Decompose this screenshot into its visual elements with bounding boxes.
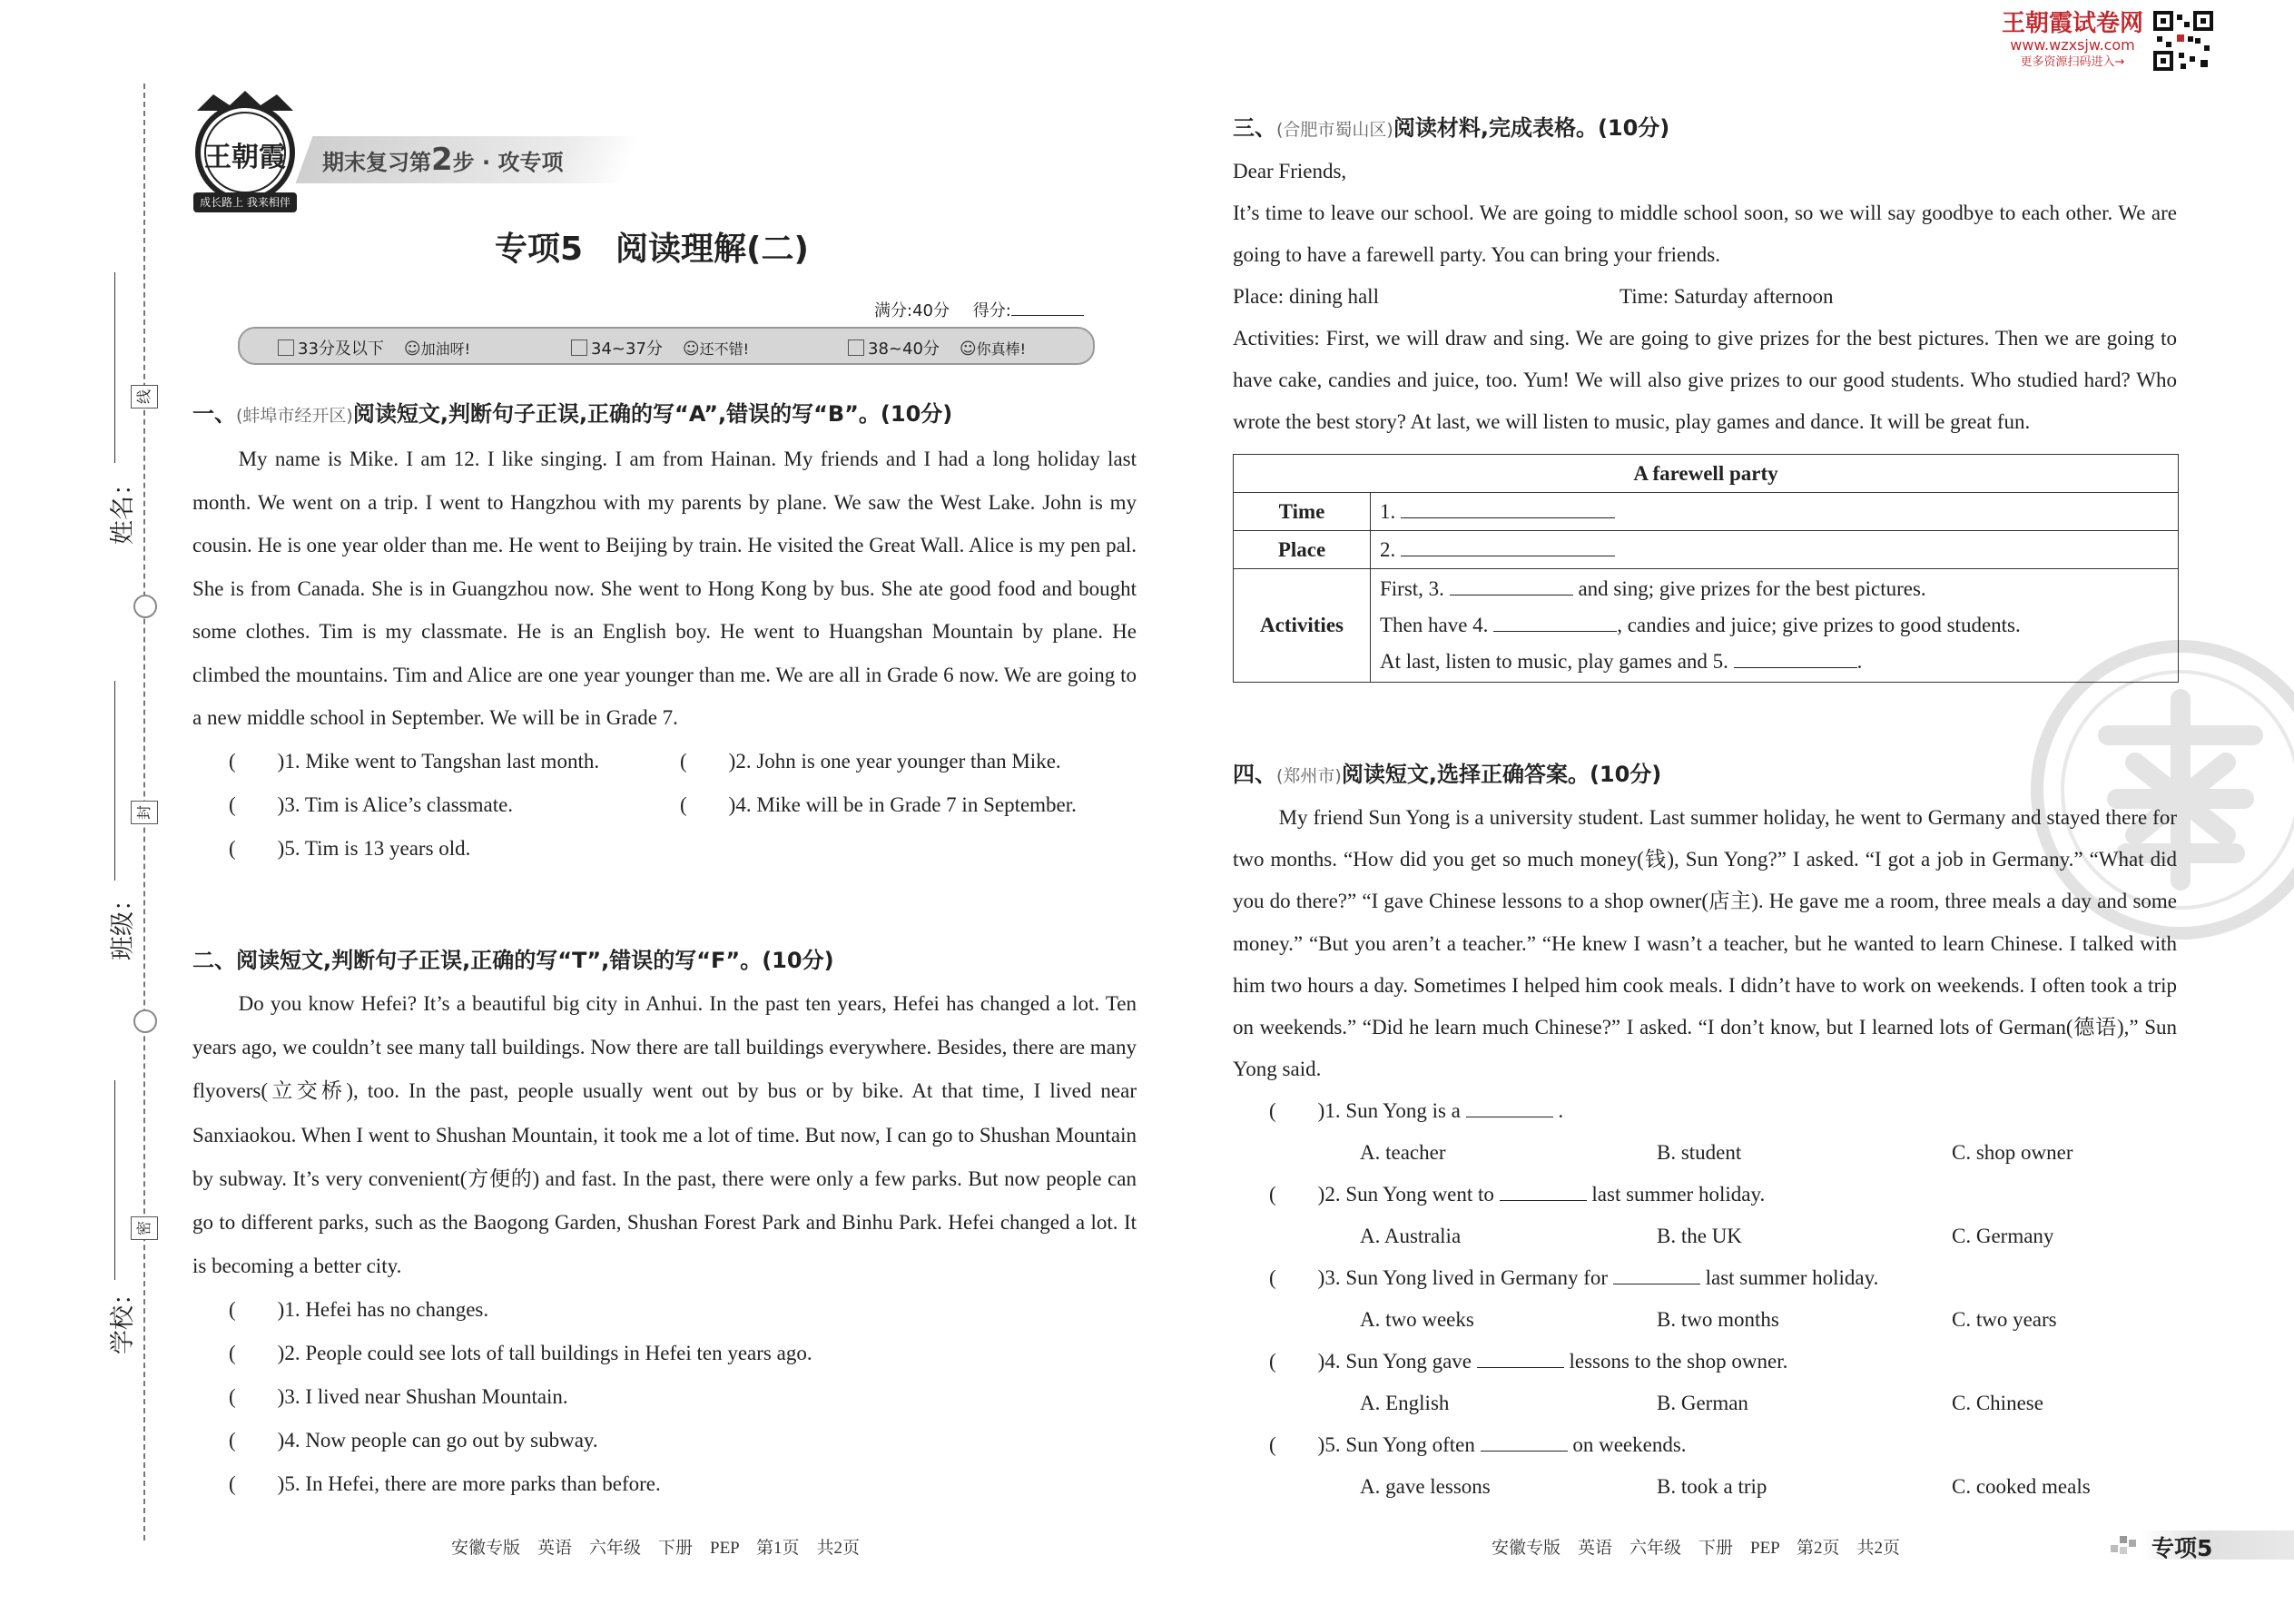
letter-para-1: It’s time to leave our school. We are going to middle school soon, so we will say goodbye to each other. We are going to have a farewell party. You can bring your friends. [1233,202,2177,266]
logo-motto: 成长路上 我来相伴 [200,196,290,209]
section-1-heading: 一、(蚌埠市经开区)阅读短文,判断句子正误,正确的写“A”,错误的写“B”。(10分) [192,401,953,427]
score-line [874,298,1084,321]
section-1-source: (蚌埠市经开区) [236,406,353,426]
section-3-source: (合肥市蜀山区) [1276,120,1393,140]
s4-question-3[interactable]: ( )3. Sun Yong lived in Germany for last summer holiday. [1269,1266,1879,1290]
option-c[interactable]: C. Germany [1952,1225,2054,1248]
s4-question-2[interactable]: ( )2. Sun Yong went to last summer holiday. [1269,1183,1766,1206]
blank-5[interactable] [1734,649,1857,668]
s2-question-5[interactable]: ( )5. In Hefei, there are more parks than before. [229,1472,661,1496]
pixel-decor-icon [2111,1532,2138,1558]
cut-mark-line: 线 [131,385,158,408]
section-4 [1233,753,2177,1508]
full-score: 满分:40分 [874,301,950,320]
section-banner: 期末复习第2步 · 攻专项 [322,142,564,178]
rating-bar [238,327,1095,365]
s2-question-4[interactable]: ( )4. Now people can go out by subway. [229,1429,598,1452]
school-write-line[interactable] [114,1080,115,1280]
option-c[interactable]: C. shop owner [1952,1141,2073,1165]
binding-hole-icon [133,1009,157,1033]
s4-options-5 [1269,1466,2177,1508]
s4-options-3 [1269,1299,2177,1341]
s4-options-4 [1269,1383,2177,1424]
s1-question-2[interactable]: ( )2. John is one year younger than Mike. [680,749,1061,773]
rating-low[interactable]: 33分及以下 ☺加油呀! [278,336,470,359]
option-b[interactable]: B. took a trip [1657,1475,1767,1499]
school-label: 学校： [109,1281,137,1354]
letter-greeting: Dear Friends, [1233,160,1347,182]
option-b[interactable]: B. two months [1657,1308,1779,1332]
section-3 [1233,107,2177,683]
name-write-line[interactable] [114,272,115,463]
s1-question-1[interactable]: ( )1. Mike went to Tangshan last month. [229,749,600,773]
section-4-heading: 四、(郑州市)阅读短文,选择正确答案。(10分) [1233,762,1662,787]
s2-question-2[interactable]: ( )2. People could see lots of tall buildings in Hefei ten years ago. [229,1342,812,1365]
option-b[interactable]: B. student [1657,1141,1742,1165]
class-write-line[interactable] [114,681,115,881]
letter-place: Place: dining hall [1233,285,1379,308]
row-time-cell: 1. [1371,493,2179,531]
s4-question-5[interactable]: ( )5. Sun Yong often on weekends. [1269,1433,1687,1457]
option-a[interactable]: A. two weeks [1360,1308,1474,1332]
binding-hole-icon [133,595,157,618]
section-2-passage: Do you know Hefei? It’s a beautiful big city in Anhui. In the past ten years, Hefei has changed a lot. Ten years ago, we couldn’t see many tall buildings. Now there are tall buildings everywhere. Besides, there are many flyovers(立交桥), too. In the past, people usually went out by bus or by bike. At that time, I lived near Sanxiaokou. When I went to Shushan Mountain, it took me a lot of time. But now, I can go to Shushan Mountain by subway. It’s very convenient(方便的) and fast. In the past, there were only a few parks. But now people can go to different parks, such as the Baogong Garden, Shushan Forest Park and Binhu Park. Hefei changed a lot. It is becoming a better city. [192,992,1137,1278]
class-label: 班级： [109,887,137,960]
rating-mid[interactable]: 34~37分 ☺还不错! [571,336,749,359]
section-4-passage: My friend Sun Yong is a university student. Last summer holiday, he went to Germany and stayed there for two months. “How did you get so much money(钱), Sun Yong?” I asked. “I got a job in Germany.” “What did you do there?” “I gave Chinese lessons to a shop owner(店主). He gave me a room, three meals a day and some money.” “But you aren’t a teacher.” “He knew I wasn’t a teacher, but he wanted to learn Chinese. I talked with him two hours a day. Sometimes I helped him cook meals. I didn’t have to work on weekends. I often took a trip on weekends.” “Did he learn much Chinese?” I asked. “I don’t know, but I learned lots of German(德语),” Sun Yong said. [1233,806,2177,1081]
section-2 [192,939,1137,1506]
name-label: 姓名： [109,471,137,545]
option-b[interactable]: B. German [1657,1392,1748,1415]
farewell-table [1233,454,2179,683]
table-title: A farewell party [1234,455,2179,493]
s4-question-4[interactable]: ( )4. Sun Yong gave lessons to the shop owner. [1269,1350,1788,1373]
footer-tag: 专项5 [2151,1535,2213,1561]
blank-3[interactable] [1450,576,1573,595]
footer-left: 安徽专版 英语 六年级 下册 PEP 第1页 共2页 [451,1539,861,1558]
section-1 [192,392,1137,871]
section-2-heading: 二、阅读短文,判断句子正误,正确的写“T”,错误的写“F”。(10分) [192,948,834,973]
site-url[interactable]: www.wzxsjw.com [2010,36,2135,54]
brand-logo [186,91,304,218]
option-b[interactable]: B. the UK [1657,1225,1742,1248]
brand-name: 王朝霞 [204,142,286,173]
site-name: 王朝霞试卷网 [2001,10,2143,37]
footer-right: 安徽专版 英语 六年级 下册 PEP 第2页 共2页 [1492,1539,1901,1558]
row-place-cell: 2. [1371,531,2179,569]
s1-question-3[interactable]: ( )3. Tim is Alice’s classmate. [229,792,514,816]
row-place-label: Place [1234,531,1371,569]
letter-para-2: Activities: First, we will draw and sing. We are going to give prizes for the best pictures. Then we are going to have cake, candies and juice, too. Yum! We will also give prizes to our good students. Who studied hard? Who wrote the best story? At last, we will listen to music, play games and dance. It will be great fun. [1233,327,2177,433]
page-title: 专项5 阅读理解(二) [495,231,809,268]
s1-question-4[interactable]: ( )4. Mike will be in Grade 7 in September. [680,792,1077,816]
s1-question-5[interactable]: ( )5. Tim is 13 years old. [229,836,471,860]
blank-1[interactable] [1401,499,1615,518]
s4-options-1 [1269,1132,2177,1174]
row-activities-label: Activities [1234,569,1371,683]
s4-question-1[interactable]: ( )1. Sun Yong is a . [1269,1099,1564,1123]
letter-time: Time: Saturday afternoon [1620,285,1834,308]
s2-question-1[interactable]: ( )1. Hefei has no changes. [229,1298,489,1322]
blank-2[interactable] [1401,537,1615,556]
section-4-source: (郑州市) [1276,766,1342,786]
row-time-label: Time [1234,493,1371,531]
section-3-heading: 三、(合肥市蜀山区)阅读材料,完成表格。(10分) [1233,115,1670,141]
score-field[interactable] [1011,302,1084,316]
rating-high[interactable]: 38~40分 ☺你真棒! [848,336,1026,359]
letter-place-time [1233,276,2177,318]
cut-mark-secret: 密 [131,1216,158,1240]
option-a[interactable]: A. gave lessons [1360,1475,1491,1499]
option-a[interactable]: A. teacher [1360,1141,1446,1165]
option-a[interactable]: A. English [1360,1392,1450,1415]
option-c[interactable]: C. Chinese [1952,1392,2043,1415]
cut-mark-seal: 封 [131,801,158,824]
qr-code-icon[interactable] [2153,11,2213,71]
row-activities-cell: First, 3. and sing; give prizes for the best pictures. Then have 4. , candies and juice; give prizes to good students. At last, listen to music, play games and 5. . [1371,569,2179,683]
s2-question-3[interactable]: ( )3. I lived near Shushan Mountain. [229,1385,568,1409]
score-label: 得分: [972,301,1011,320]
section-1-passage: My name is Mike. I am 12. I like singing. I am from Hainan. My friends and I had a long holiday last month. We went on a trip. I went to Hangzhou with my parents by plane. We saw the West Lake. John is my cousin. He is one year older than me. He went to Beijing by train. He visited the Great Wall. Alice is my pen pal. She is from Canada. She is in Guangzhou now. She went to Hong Kong by bus. She ate good food and bought some clothes. Tim is my classmate. He is an English boy. He went to Huangshan Mountain by plane. He climbed the mountains. Tim and Alice are one year younger than me. We are all in Grade 6 now. We are going to a new middle school in September. We will be in Grade 7. [192,448,1137,729]
site-logo [1995,11,2150,71]
section-4-questions [1233,1090,2177,1508]
option-c[interactable]: C. cooked meals [1952,1475,2091,1499]
option-a[interactable]: A. Australia [1360,1225,1462,1248]
s4-options-2 [1269,1216,2177,1257]
site-tagline: 更多资源扫码进入→ [2020,55,2125,69]
blank-4[interactable] [1493,613,1617,632]
option-c[interactable]: C. two years [1952,1308,2057,1332]
